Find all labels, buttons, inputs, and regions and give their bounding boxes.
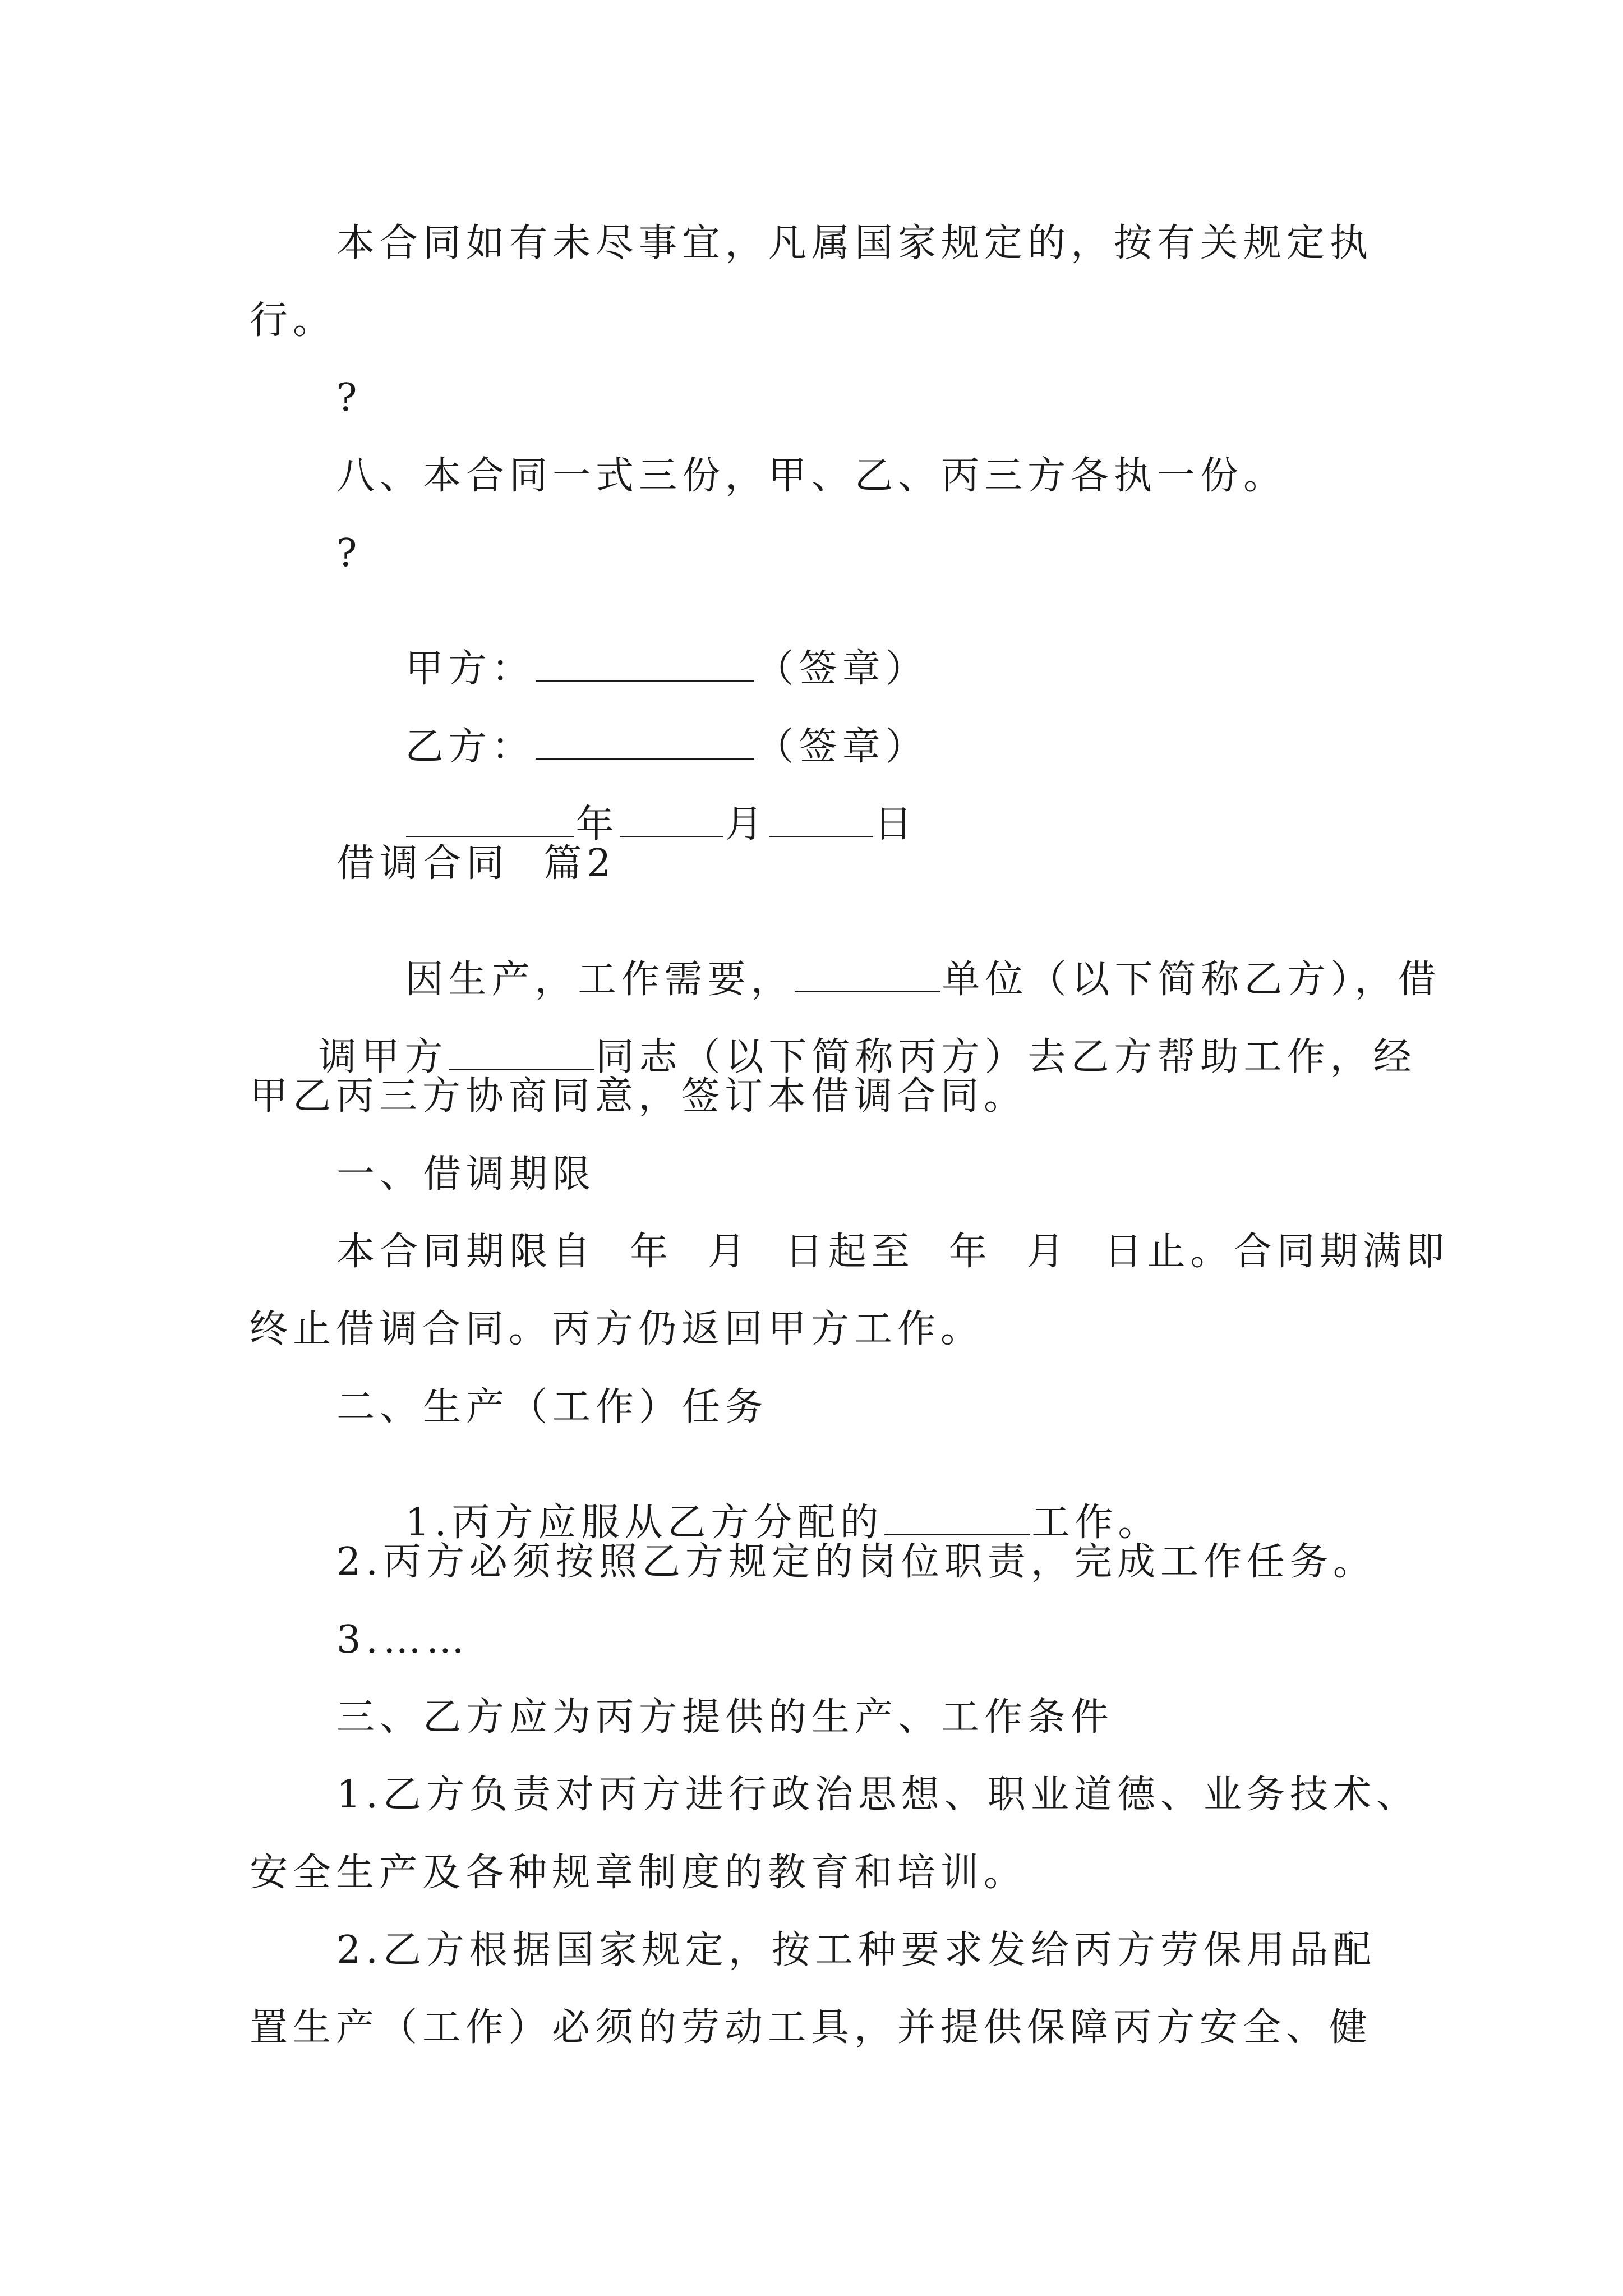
list-item: 3.…… bbox=[336, 1618, 469, 1662]
work-blank bbox=[884, 1530, 1030, 1535]
text-segment: 单位（以下简称乙方），借 bbox=[942, 958, 1441, 1002]
paragraph-line: 置生产（工作）必须的劳动工具，并提供保障丙方安全、健 bbox=[250, 2005, 1373, 2050]
text-segment: 工作。 bbox=[1031, 1501, 1161, 1545]
month-blank bbox=[620, 831, 723, 837]
paragraph-line: 行。 bbox=[250, 298, 336, 343]
unit-blank bbox=[795, 987, 940, 992]
paragraph-line: 终止借调合同。丙方仍返回甲方工作。 bbox=[250, 1307, 984, 1351]
heading-2: 二、生产（工作）任务 bbox=[336, 1385, 769, 1429]
comrade-blank bbox=[449, 1064, 594, 1070]
question-mark: ? bbox=[336, 531, 362, 576]
paragraph-line: 本合同如有未尽事宜，凡属国家规定的，按有关规定执 bbox=[336, 221, 1373, 265]
year-label: 年 bbox=[575, 802, 619, 846]
paragraph-line: 甲乙丙三方协商同意，签订本借调合同。 bbox=[250, 1074, 1027, 1119]
paragraph-line: 八、本合同一式三份，甲、乙、丙三方各执一份。 bbox=[336, 454, 1287, 498]
list-item: 2.乙方根据国家规定，按工种要求发给丙方劳保用品配 bbox=[336, 1928, 1376, 1972]
party-b-seal-label: （签章） bbox=[755, 725, 929, 769]
heading-3: 三、乙方应为丙方提供的生产、工作条件 bbox=[336, 1695, 1114, 1740]
list-item: 1.乙方负责对丙方进行政治思想、职业道德、业务技术、 bbox=[336, 1773, 1419, 1817]
day-blank bbox=[769, 831, 873, 837]
party-a-seal-label: （签章） bbox=[755, 647, 929, 691]
party-a-label: 甲方： bbox=[405, 647, 535, 691]
party-a-blank bbox=[536, 676, 754, 682]
party-b-label: 乙方： bbox=[405, 725, 535, 769]
paragraph-line: 本合同期限自 年 月 日起至 年 月 日止。合同期满即 bbox=[336, 1230, 1450, 1274]
party-b-blank bbox=[536, 754, 754, 760]
text-segment: 因生产，工作需要， bbox=[405, 958, 794, 1002]
text-segment: 同志（以下简称丙方）去乙方帮助工作，经 bbox=[596, 1035, 1417, 1079]
day-label: 日 bbox=[874, 802, 917, 846]
section-title: 借调合同 篇2 bbox=[336, 841, 616, 886]
list-item: 2.丙方必须按照乙方规定的岗位职责，完成工作任务。 bbox=[336, 1540, 1376, 1584]
paragraph-line: 安全生产及各种规章制度的教育和培训。 bbox=[250, 1851, 1027, 1895]
month-label: 月 bbox=[725, 802, 768, 846]
text-segment: 1.丙方应服从乙方分配的 bbox=[405, 1501, 884, 1545]
year-blank bbox=[406, 831, 574, 837]
question-mark: ? bbox=[336, 376, 362, 420]
heading-1: 一、借调期限 bbox=[336, 1152, 596, 1197]
text-segment: 调甲方 bbox=[318, 1035, 448, 1079]
